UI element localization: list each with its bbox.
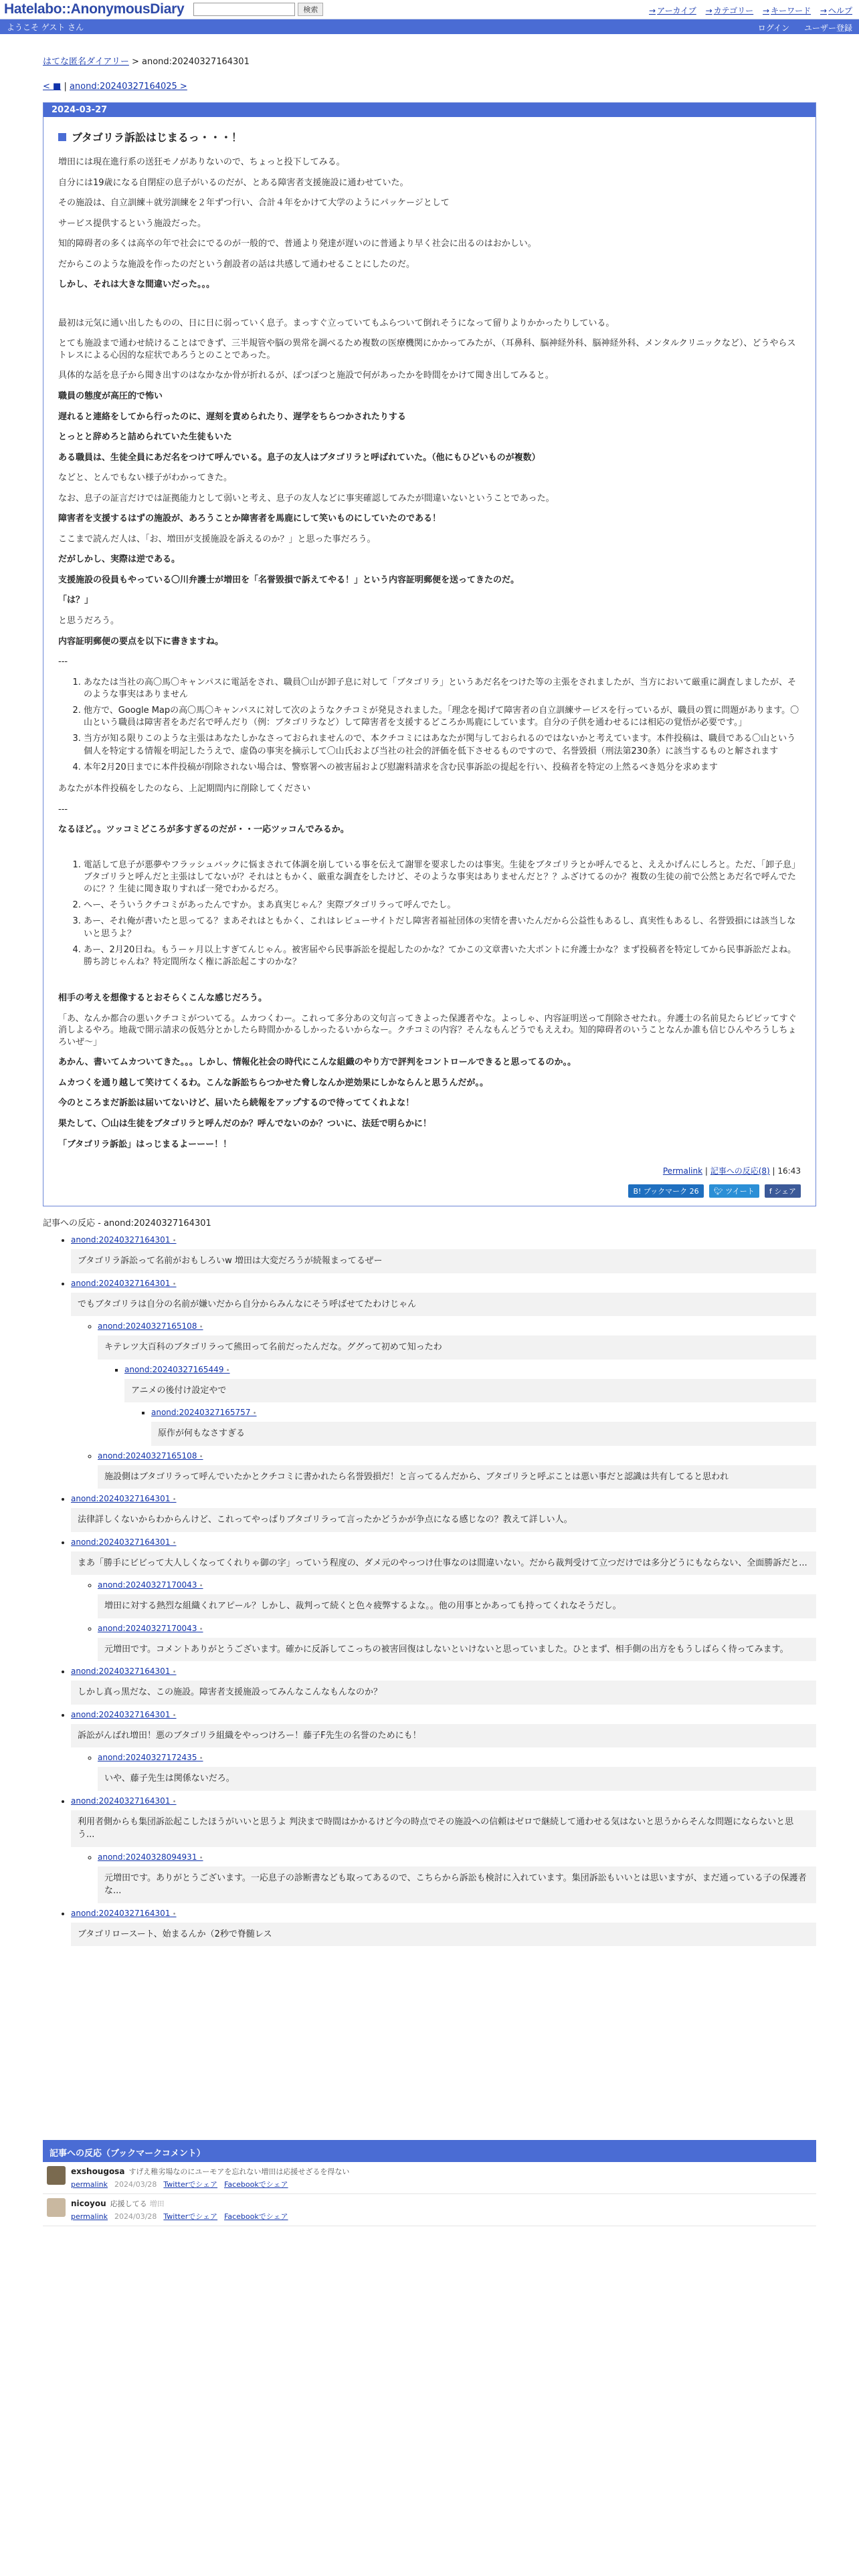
paragraph: 増田には現在進行系の送狂モノがありないので、ちょっと投下してみる。 xyxy=(58,157,345,167)
reaction-item xyxy=(71,1710,816,1791)
list-item: 3. 当方が知る限りこのような主張はあなたしかなさっておられませんので、本クチコミにはあなたが関与しておられるのではないかと考えています。本件投稿は、職員である〇山という個人を特定する情報を明記したうえで、虚偽の事実を摘示して〇山氏および当社の社会的評価を低下させるものですので、名誉毀損（刑法第230条）に該当するものと解されます xyxy=(84,733,801,757)
top-links xyxy=(642,5,852,16)
reaction-excerpt: まあ「勝手にビビって大人しくなってくれりゃ御の字」っていう程度の、ダメ元のやっつけ仕事なのは間違いない。だから裁判受けて立つだけでは多分どうにもならない、全面勝訴だと... xyxy=(71,1551,816,1576)
reaction-item xyxy=(71,1667,816,1705)
share-twitter-link[interactable]: Twitterでシェア xyxy=(163,2212,218,2222)
reaction-excerpt: 原作が何もなさすぎる xyxy=(151,1422,816,1446)
facebook-share-label: シェア xyxy=(774,1187,796,1196)
paragraph: 今のところまだ訴訟は届いてないけど、届いたら続報をアップするので待っててくれよな！ xyxy=(58,1098,415,1109)
reaction-item xyxy=(71,1279,816,1489)
reaction-children xyxy=(71,1321,816,1489)
reaction-item xyxy=(98,1852,816,1903)
reaction-item xyxy=(151,1408,816,1446)
reaction-item xyxy=(98,1321,816,1446)
pager-separator: | xyxy=(61,82,70,92)
reaction-link[interactable]: anond:20240327172435 • xyxy=(98,1753,203,1762)
reaction-item xyxy=(71,1537,816,1662)
bookmark-user[interactable]: exshougosa xyxy=(71,2167,125,2177)
list-item: 1. 電話して息子が悪夢やフラッシュバックに悩まされて体調を崩している事を伝えて謝罪を要求したのは事実。生徒をブタゴリラとか呼んでると、ええかげんにしろと。ただ、「卸子息」ブタゴリラと呼んだと主張はしてないが？それはともかく、厳重な調査をしたけど、そのような事実はありませんだと？？ふざけてるのか？複数の生徒の前で公然とあだ名で呼んでたのに？？生徒に聞き取りすれば一発でわかるだろ。 xyxy=(84,859,801,896)
search-input[interactable] xyxy=(193,3,295,16)
reaction-link[interactable]: anond:20240327165757 • xyxy=(151,1408,257,1417)
paragraph: と思うだろう。 xyxy=(58,616,120,627)
entry-body xyxy=(43,117,816,1206)
reaction-excerpt: しかし真っ黒だな、この施設。障害者支援施設ってみんなこんなもんなのか？ xyxy=(71,1681,816,1705)
paragraph: とっとと辞めろと詰められていた生徒もいた xyxy=(58,432,232,443)
reaction-link[interactable]: anond:20240327164301 • xyxy=(71,1279,177,1288)
reaction-children xyxy=(98,1365,816,1446)
reactions-heading: 記事への反応 - anond:20240327164301 xyxy=(43,1218,211,1229)
rebuttal-list xyxy=(58,859,801,969)
paragraph: 「は？」 xyxy=(58,595,94,606)
divider-text: --- xyxy=(58,657,68,667)
bookmark-section xyxy=(43,2140,816,2226)
reaction-excerpt: キテレツ大百科のブタゴリラって熊田って名前だったんだな。ググって初めて知ったわ xyxy=(98,1335,816,1360)
paragraph: 最初は元気に通い出したものの、日に日に弱っていく息子。まっすぐ立っていてもふらついて倒れそうになって留りよりかかったりしている。 xyxy=(58,318,615,328)
tweet-button[interactable] xyxy=(709,1184,759,1198)
reaction-link[interactable]: anond:20240327164301 • xyxy=(71,1667,177,1676)
category-link[interactable]: → カテゴリー xyxy=(706,6,754,15)
list-item: 3. あー、それ俺が書いたと思ってる？まあそれはともかく、これはレビューサイトだし障害者福祉団体の実情を書いたんだから公益性もあるし、真実性もあるし、名誉毀損には該当しないと思うよ？ xyxy=(84,916,801,940)
reaction-item xyxy=(71,1494,816,1532)
bookmark-row xyxy=(43,2162,816,2194)
reaction-children xyxy=(71,1580,816,1661)
divider-text: --- xyxy=(58,804,68,815)
paragraph: しかし、それは大きな間違いだった。。。 xyxy=(58,280,215,290)
paragraph: 知的障碍者の多くは高卒の年で社会にでるのが一般的で、普通より発達が遅いのに普通より早く社会に出るのはおかしい。 xyxy=(58,239,537,249)
reaction-link[interactable]: anond:20240327170043 • xyxy=(98,1624,203,1633)
paragraph: 支援施設の役員もやっている〇川弁護士が増田を「名誉毀損で訴えてやる！」という内容証明郵便を送ってきたのだ。 xyxy=(58,574,520,585)
reaction-link[interactable]: anond:20240328094931 • xyxy=(98,1852,203,1862)
reaction-tree xyxy=(43,1235,816,1946)
reaction-link[interactable]: anond:20240327164301 • xyxy=(71,1235,177,1245)
reaction-link[interactable]: anond:20240327164301 • xyxy=(71,1710,177,1719)
user-avatar-icon[interactable] xyxy=(47,2166,66,2185)
register-link[interactable]: ユーザー登録 xyxy=(803,23,852,33)
reaction-link[interactable]: anond:20240327165449 • xyxy=(124,1365,230,1374)
paragraph: 自分には19歳になる自閉症の息子がいるのだが、とある障害者支援施設に通わせていた。 xyxy=(58,177,409,188)
facebook-share-button[interactable] xyxy=(765,1184,801,1198)
reaction-link[interactable]: anond:20240327164301 • xyxy=(71,1537,177,1547)
list-item: 2. 他方で、Google Mapの高〇馬〇キャンパスに対して次のようなクチコミが発見されました。「理念を掲げて障害者の自立訓練サービスを行っているが、職員の質に問題があります。〇山という職員は障害者をあだ名で呼んだり（例：ブタゴリラなど）して障害者を支援するどころか馬鹿にしています。自分の子供を通わせるには相応の覚悟が必要です。」 xyxy=(84,705,801,729)
reaction-excerpt: ブタゴリラ訴訟って名前がおもしろいw 増田は大変だろうが続報まってるぜー xyxy=(71,1249,816,1273)
reaction-excerpt: 元増田です。ありがとうございます。一応息子の診断書なども取ってあるので、こちらから訴訟も検討に入れています。集団訴訟もいいとは思いますが、まだ通っている子の保護者な... xyxy=(98,1866,816,1903)
bookmark-date: 2024/03/28 xyxy=(114,2212,157,2222)
reaction-item xyxy=(71,1909,816,1947)
reaction-link[interactable]: anond:20240327164301 • xyxy=(71,1494,177,1503)
help-link[interactable]: → ヘルプ xyxy=(820,6,852,15)
bookmark-user[interactable]: nicoyou xyxy=(71,2199,106,2209)
twitter-bird-icon: 🐦︎ xyxy=(713,1187,726,1196)
reaction-link[interactable]: anond:20240327164301 • xyxy=(71,1796,177,1806)
paragraph: 障害者を支援するはずの施設が、あろうことか障害者を馬鹿にして笑いものにしていたのである！ xyxy=(58,514,442,524)
welcome-text: ようこそ ゲスト さん xyxy=(7,22,84,32)
title-square-icon xyxy=(58,133,66,141)
footer-separator: | xyxy=(702,1166,710,1176)
site-logo[interactable]: Hatelabo::AnonymousDiary xyxy=(4,1,185,17)
paragraph: 「ブタゴリラ訴訟」はっじまるよーーー！！ xyxy=(58,1139,232,1150)
reaction-excerpt: 利用者側からも集団訴訟起こしたほうがいいと思うよ 判決まで時間はかかるけど今の時点でその施設への信頼はゼロで継続して通わせる気はないと思うからそんな問題にならないと思う... xyxy=(71,1810,816,1847)
bookmark-comment: すげえ稚劣場なのにユーモアを忘れない増田は応援せざるを得ない xyxy=(128,2167,350,2177)
reaction-link[interactable]: anond:20240327170043 • xyxy=(98,1580,203,1590)
reaction-item xyxy=(98,1753,816,1791)
list-item: 4. 本年2月20日までに本件投稿が削除されない場合は、警察署への被害届および慰謝料請求を含む民事訴訟の提起を行い、投稿者を特定の上然るべき処分を求めます xyxy=(84,762,801,774)
bookmark-tag[interactable]: 増田 xyxy=(149,2199,165,2209)
prev-entry-link[interactable]: < ■ xyxy=(43,82,62,92)
paragraph: なるほど。。ツッコミどころが多すぎるのだが・・一応ツッコんでみるか。 xyxy=(58,825,349,835)
reaction-excerpt: 増田に対する熱烈な組織くれアピール？しかし、裁判って続くと色々疲弊するよな。。他の用事とかあっても持ってくれなそうだし。 xyxy=(98,1594,816,1618)
reaction-excerpt: ブタゴリロースート、始まるんか（2秒で脊髄レス xyxy=(71,1923,816,1947)
reactions-link[interactable]: 記事への反応(8) xyxy=(710,1166,770,1176)
paragraph: なお、息子の証言だけでは証拠能力として弱いと考え、息子の友人などに事実確認してみたが間違いないということであった。 xyxy=(58,493,555,504)
reaction-excerpt: アニメの後付け設定やで xyxy=(124,1379,816,1403)
welcome-bar xyxy=(0,19,859,34)
reaction-item xyxy=(98,1580,816,1618)
paragraph: だがしかし、実際は逆である。 xyxy=(58,554,181,565)
paragraph: 内容証明郵便の要点を以下に書きますね。 xyxy=(58,636,224,647)
breadcrumb-current: anond:20240327164301 xyxy=(142,57,250,67)
entry-title[interactable] xyxy=(58,129,801,144)
search-button[interactable]: 検索 xyxy=(298,3,323,16)
paragraph: その施設は、自立訓練＋就労訓練を２年ずつ行い、合計４年をかけて大学のようにパッケージとして xyxy=(58,198,450,209)
reaction-excerpt: 訴訟がんばれ増田！悪のブタゴリラ組織をやっつけろー！藤子F先生の名誉のためにも！ xyxy=(71,1724,816,1748)
bookmark-permalink[interactable]: permalink xyxy=(71,2180,108,2189)
reaction-link[interactable]: anond:20240327165108 • xyxy=(98,1321,203,1331)
next-entry-link[interactable]: anond:20240327164025 > xyxy=(69,82,187,92)
bookmark-row xyxy=(43,2194,816,2226)
paragraph: サービス提供するという施設だった。 xyxy=(58,218,207,229)
paragraph: 果たして、〇山は生徒をブタゴリラと呼んだのか？呼んでないのか？ついに、法廷で明らかに！ xyxy=(58,1118,432,1129)
paragraph: あなたが本件投稿をしたのなら、上記期間内に削除してください xyxy=(58,783,311,794)
bookmark-permalink[interactable]: permalink xyxy=(71,2212,108,2222)
reaction-excerpt: 法律詳しくないからわからんけど、これってやっぱりブタゴリラって言ったかどうかが争点になる感じなの？教えて詳しい人。 xyxy=(71,1508,816,1532)
reaction-item xyxy=(71,1796,816,1903)
share-facebook-link[interactable]: Facebookでシェア xyxy=(224,2212,288,2222)
reaction-excerpt: 元増田です。コメントありがとうございます。確かに反訴してこっちの被害回復はしないといけないと思っていました。ひとまず、相手側の出方をもうしばらく待ってみます。 xyxy=(98,1638,816,1662)
paragraph: とても施設まで通わせ続けることはできず、三半規管や脳の異常を調べるため複数の医療機関にかかってみたが、（耳鼻科、脳神経外科、脳神経外科、メンタルクリニックなど）、どうやらストレスによる心因的な症状であろうとのことであった。 xyxy=(58,338,796,360)
entry-date: 2024-03-27 xyxy=(43,103,816,117)
paragraph: 職員の態度が高圧的で怖い xyxy=(58,391,163,402)
entry-box xyxy=(43,102,816,1206)
reaction-item xyxy=(98,1624,816,1662)
share-facebook-link[interactable]: Facebookでシェア xyxy=(224,2180,288,2189)
reaction-item xyxy=(124,1365,816,1446)
paragraph: などと、とんでもない様子がわかってきた。 xyxy=(58,473,233,484)
reaction-item xyxy=(71,1235,816,1273)
paragraph: 「あ、なんか都合の悪いクチコミがついてる。ムカつくわー。これって多分あの文句言ってきよった保護者やな。よっしゃ、内容証明送って削除させたれ。弁護士の名前見たらビビッてすぐ消しよるやろ。地裁で開示請求の仮処分とかしたら時間かかるしかったるいからなー。クチコミの内容？そんなもんどうでもええわ。知的障碍者のいうことなんか誰も信じひんやろうしちょろいぜ～」 xyxy=(58,1013,797,1047)
list-item: 2. へー、そういうクチコミがあったんですか。まあ真実じゃん？実際ブタゴリラって呼んでたし。 xyxy=(84,899,801,911)
paragraph: ムカつくを通り越して笑けてくるわ。こんな訴訟ちらつかせた脅しなんか逆効果にしかならんと思うんだが。。 xyxy=(58,1077,488,1088)
reaction-link[interactable]: anond:20240327164301 • xyxy=(71,1909,177,1918)
main-content xyxy=(0,54,859,2226)
breadcrumb-home-link[interactable]: はてな匿名ダイアリー xyxy=(43,57,129,67)
keyword-link[interactable]: → キーワード xyxy=(763,6,811,15)
share-buttons xyxy=(58,1184,801,1198)
bookmark-date: 2024/03/28 xyxy=(114,2180,157,2189)
reaction-excerpt: 施設側はブタゴリラって呼んでいたかとクチコミに書かれたら名誉毀損だ！と言ってるんだから、ブタゴリラと呼ぶことは悪い事だと認識は共有してると思われ xyxy=(98,1465,816,1489)
entry-title-text: ブタゴリラ訴訟はじまるっ・・・！ xyxy=(72,131,242,144)
list-item: 1. あなたは当社の高〇馬〇キャンパスに電話をされ、職員〇山が卸子息に対して「ブタゴリラ」というあだ名をつけた等の主張をされましたが、当方において厳重に調査しましたが、そのような事実はありません xyxy=(84,677,801,701)
bookmark-heading: 記事への反応（ブックマークコメント） xyxy=(43,2143,816,2162)
paragraph: あかん、書いてムカついてきた。。。しかし、情報化社会の時代にこんな組織のやり方で評判をコントロールできると思ってるのか。。 xyxy=(58,1057,577,1068)
reaction-link[interactable]: anond:20240327165108 • xyxy=(98,1451,203,1461)
archive-link[interactable]: → アーカイブ xyxy=(649,6,696,15)
user-avatar-icon[interactable] xyxy=(47,2198,66,2217)
reaction-excerpt: いや、藤子先生は関係ないだろ。 xyxy=(98,1767,816,1791)
reaction-children xyxy=(124,1408,816,1446)
breadcrumb-separator: > xyxy=(128,57,142,67)
facebook-f-icon: f xyxy=(769,1187,775,1196)
entry-time: | 16:43 xyxy=(769,1166,801,1176)
hatena-bookmark-button[interactable]: B! ブックマーク 26 xyxy=(628,1184,703,1198)
permalink-link[interactable]: Permalink xyxy=(662,1166,703,1176)
paragraph: だからこのような施設を作ったのだという創設者の話は共感して通わせることにしたのだ。 xyxy=(58,259,415,270)
paragraph: 相手の考えを想像するとおそらくこんな感じだろう。 xyxy=(58,993,268,1004)
share-twitter-link[interactable]: Twitterでシェア xyxy=(163,2180,218,2189)
paragraph: ここまで読んだ人は、「お、増田が支援施設を訴えるのか？」と思った事だろう。 xyxy=(58,534,376,544)
bookmark-list xyxy=(43,2162,816,2226)
reaction-item xyxy=(98,1451,816,1489)
reaction-excerpt: でもブタゴリラは自分の名前が嫌いだから自分からみんなにそう呼ばせてたわけじゃん xyxy=(71,1293,816,1317)
bookmark-comment: 応援してる xyxy=(110,2199,147,2209)
login-link[interactable]: ログイン xyxy=(757,23,790,33)
letter-points-list xyxy=(58,677,801,774)
entry-pager xyxy=(43,82,816,92)
reaction-children xyxy=(71,1753,816,1791)
top-bar xyxy=(0,0,859,19)
list-item: 4. あー、2月20日ね。もうーヶ月以上すぎてんじゃん。被害届やら民事訴訟を提起したのかな？てかこの文章書いた大ポントに弁護士かな？まず投稿者を特定してから民事訴訟だよね。勝ち誇じゃんね？特定間所なく権に訴訟起こすのかな？ xyxy=(84,944,801,968)
paragraph: 遅れると連絡をしてから行ったのに、遅刻を責められたり、遅学をちらつかされたりする xyxy=(58,411,406,422)
reaction-children xyxy=(71,1852,816,1903)
tweet-label: ツイート xyxy=(725,1187,755,1196)
entry-footer xyxy=(58,1165,801,1176)
paragraph: 具体的な話を息子から聞き出すのはなかなか骨が折れるが、ぽつぽつと施設で何があったかを時間をかけて聞き出してみると。 xyxy=(58,370,554,381)
paragraph: ある職員は、生徒全員にあだ名をつけて呼んでいる。息子の友人はブタゴリラと呼ばれていた。（他にもひどいものが複数） xyxy=(58,452,541,463)
breadcrumb xyxy=(43,54,816,67)
